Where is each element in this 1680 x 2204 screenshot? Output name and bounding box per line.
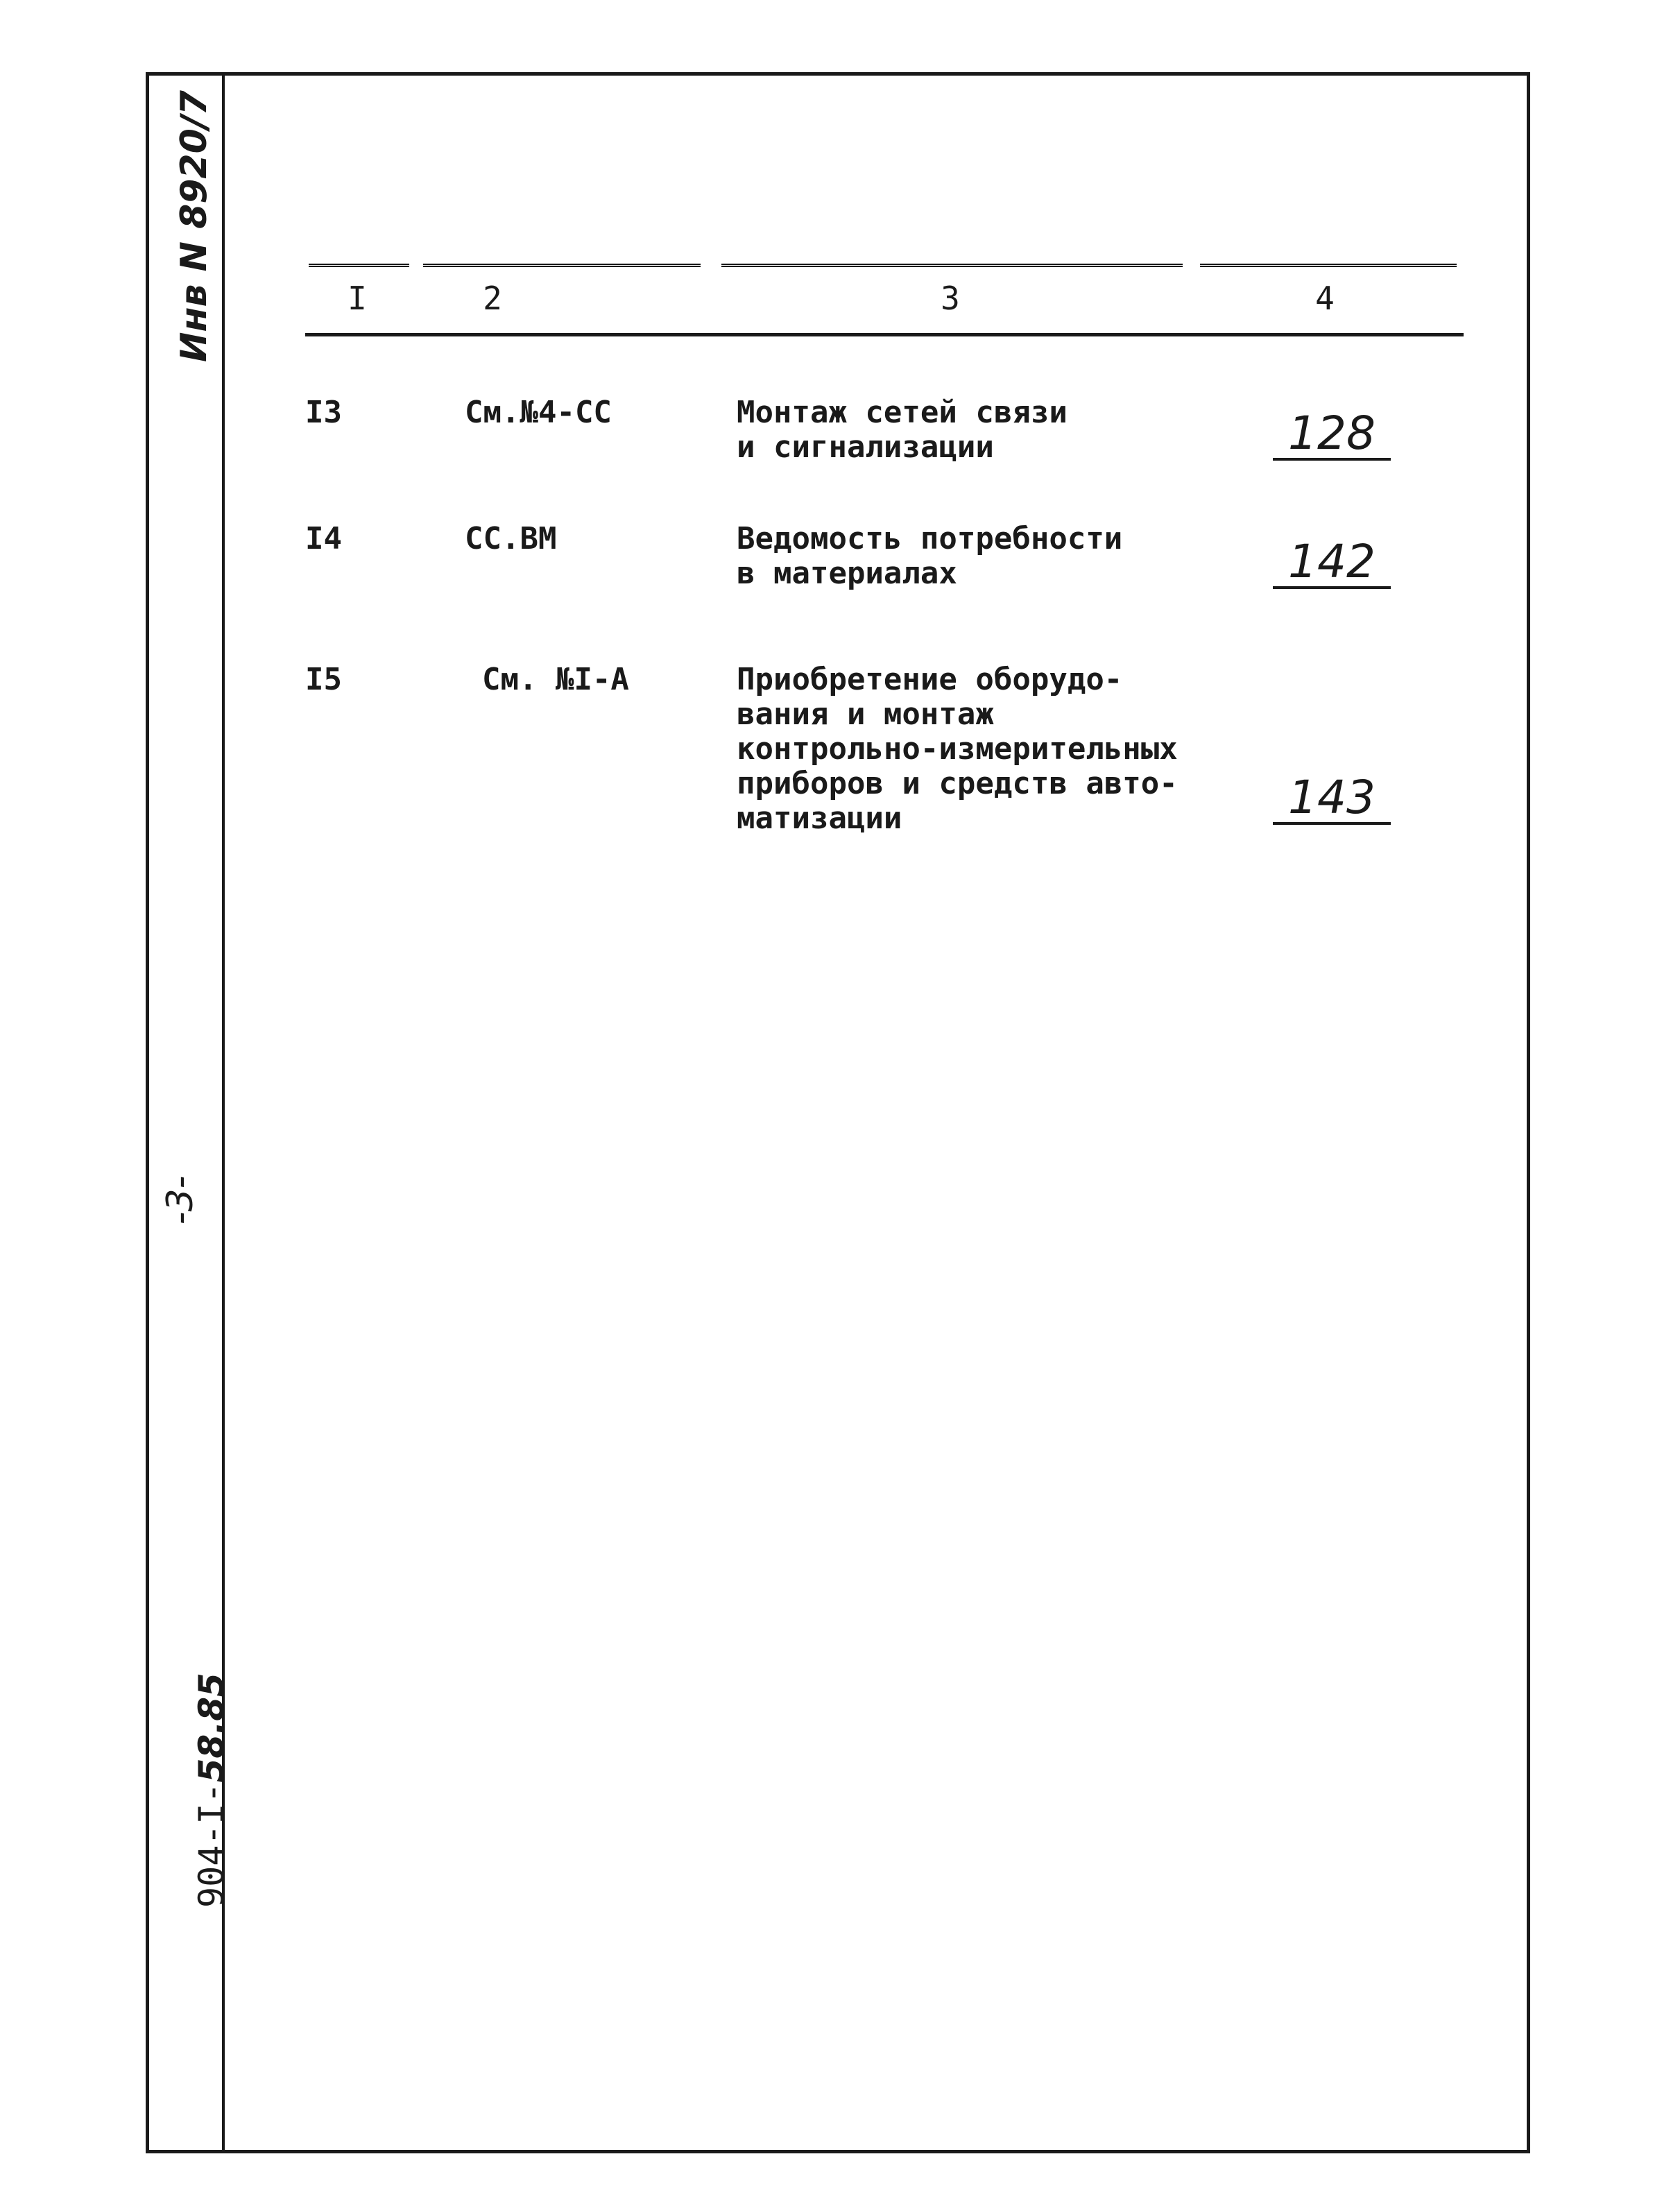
row-title (737, 522, 1122, 591)
row-title-line: и сигнализации (737, 429, 994, 465)
row-number: I5 (305, 662, 342, 697)
code-prefix: 904-I- (191, 1782, 232, 1908)
row-title-line: Приобретение оборудо- (737, 662, 1123, 697)
inventory-number: Инв N 8920/7 (173, 90, 215, 362)
row-title-line: Ведомость потребности (737, 521, 1123, 556)
row-title (737, 395, 1068, 465)
code-suffix: 58.85 (191, 1673, 232, 1783)
header-rule-3 (721, 264, 1183, 267)
row-title-line: Монтаж сетей связи (737, 395, 1068, 430)
row-title-line: приборов и средств авто- (737, 766, 1178, 801)
document-code (191, 1673, 232, 1908)
row-title-line: контрольно-измерительных (737, 731, 1178, 767)
header-col-4: 4 (1315, 280, 1335, 317)
row-sheet-number: 128 (1273, 409, 1391, 461)
header-col-1: I (348, 280, 367, 317)
row-sheet-number: 143 (1273, 774, 1391, 825)
header-col-2: 2 (483, 280, 502, 317)
row-title (737, 663, 1178, 836)
header-rule-4 (1200, 264, 1457, 267)
header-bottom-rule (305, 333, 1464, 336)
row-reference: См. №I-А (482, 662, 629, 697)
row-sheet-number: 142 (1273, 538, 1391, 589)
row-title-line: вания и монтаж (737, 697, 994, 732)
row-reference: СС.ВМ (465, 521, 557, 556)
row-title-line: матизации (737, 801, 902, 836)
page-frame (146, 72, 1530, 2153)
header-rule-1 (309, 264, 409, 267)
row-number: I3 (305, 395, 342, 430)
header-col-3: 3 (941, 280, 960, 317)
page-number: -3- (160, 1175, 201, 1225)
row-number: I4 (305, 521, 342, 556)
header-rule-2 (423, 264, 701, 267)
row-reference: См.№4-СС (465, 395, 612, 430)
row-title-line: в материалах (737, 556, 957, 591)
